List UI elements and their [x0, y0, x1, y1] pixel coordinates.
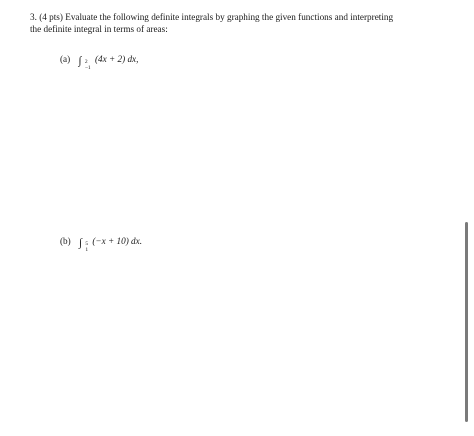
part-b-limits	[85, 241, 88, 253]
integral-sign-a: ∫	[78, 55, 82, 67]
part-a	[60, 53, 138, 71]
part-a-limits	[85, 59, 91, 71]
part-b-lower-limit: 1	[85, 247, 89, 253]
integral-sign-b: ∫	[79, 237, 83, 249]
part-b-upper-limit: 5	[85, 241, 89, 247]
vertical-scrollbar[interactable]	[465, 222, 468, 422]
part-b	[60, 235, 142, 253]
part-a-upper-limit: 2	[84, 59, 88, 65]
part-a-expression: (4x + 2) dx,	[94, 54, 139, 64]
part-b-label: (b)	[60, 236, 71, 246]
problem-line-2: the definite integral in terms of areas:	[30, 24, 168, 34]
problem-line-1: 3. (4 pts) Evaluate the following definite integrals by graphing the given functions and interpreting	[30, 12, 394, 22]
part-b-expression: (−x + 10) dx.	[92, 236, 143, 246]
part-a-lower-limit: −1	[84, 65, 91, 71]
part-a-label: (a)	[60, 54, 71, 64]
problem-statement	[30, 11, 450, 35]
